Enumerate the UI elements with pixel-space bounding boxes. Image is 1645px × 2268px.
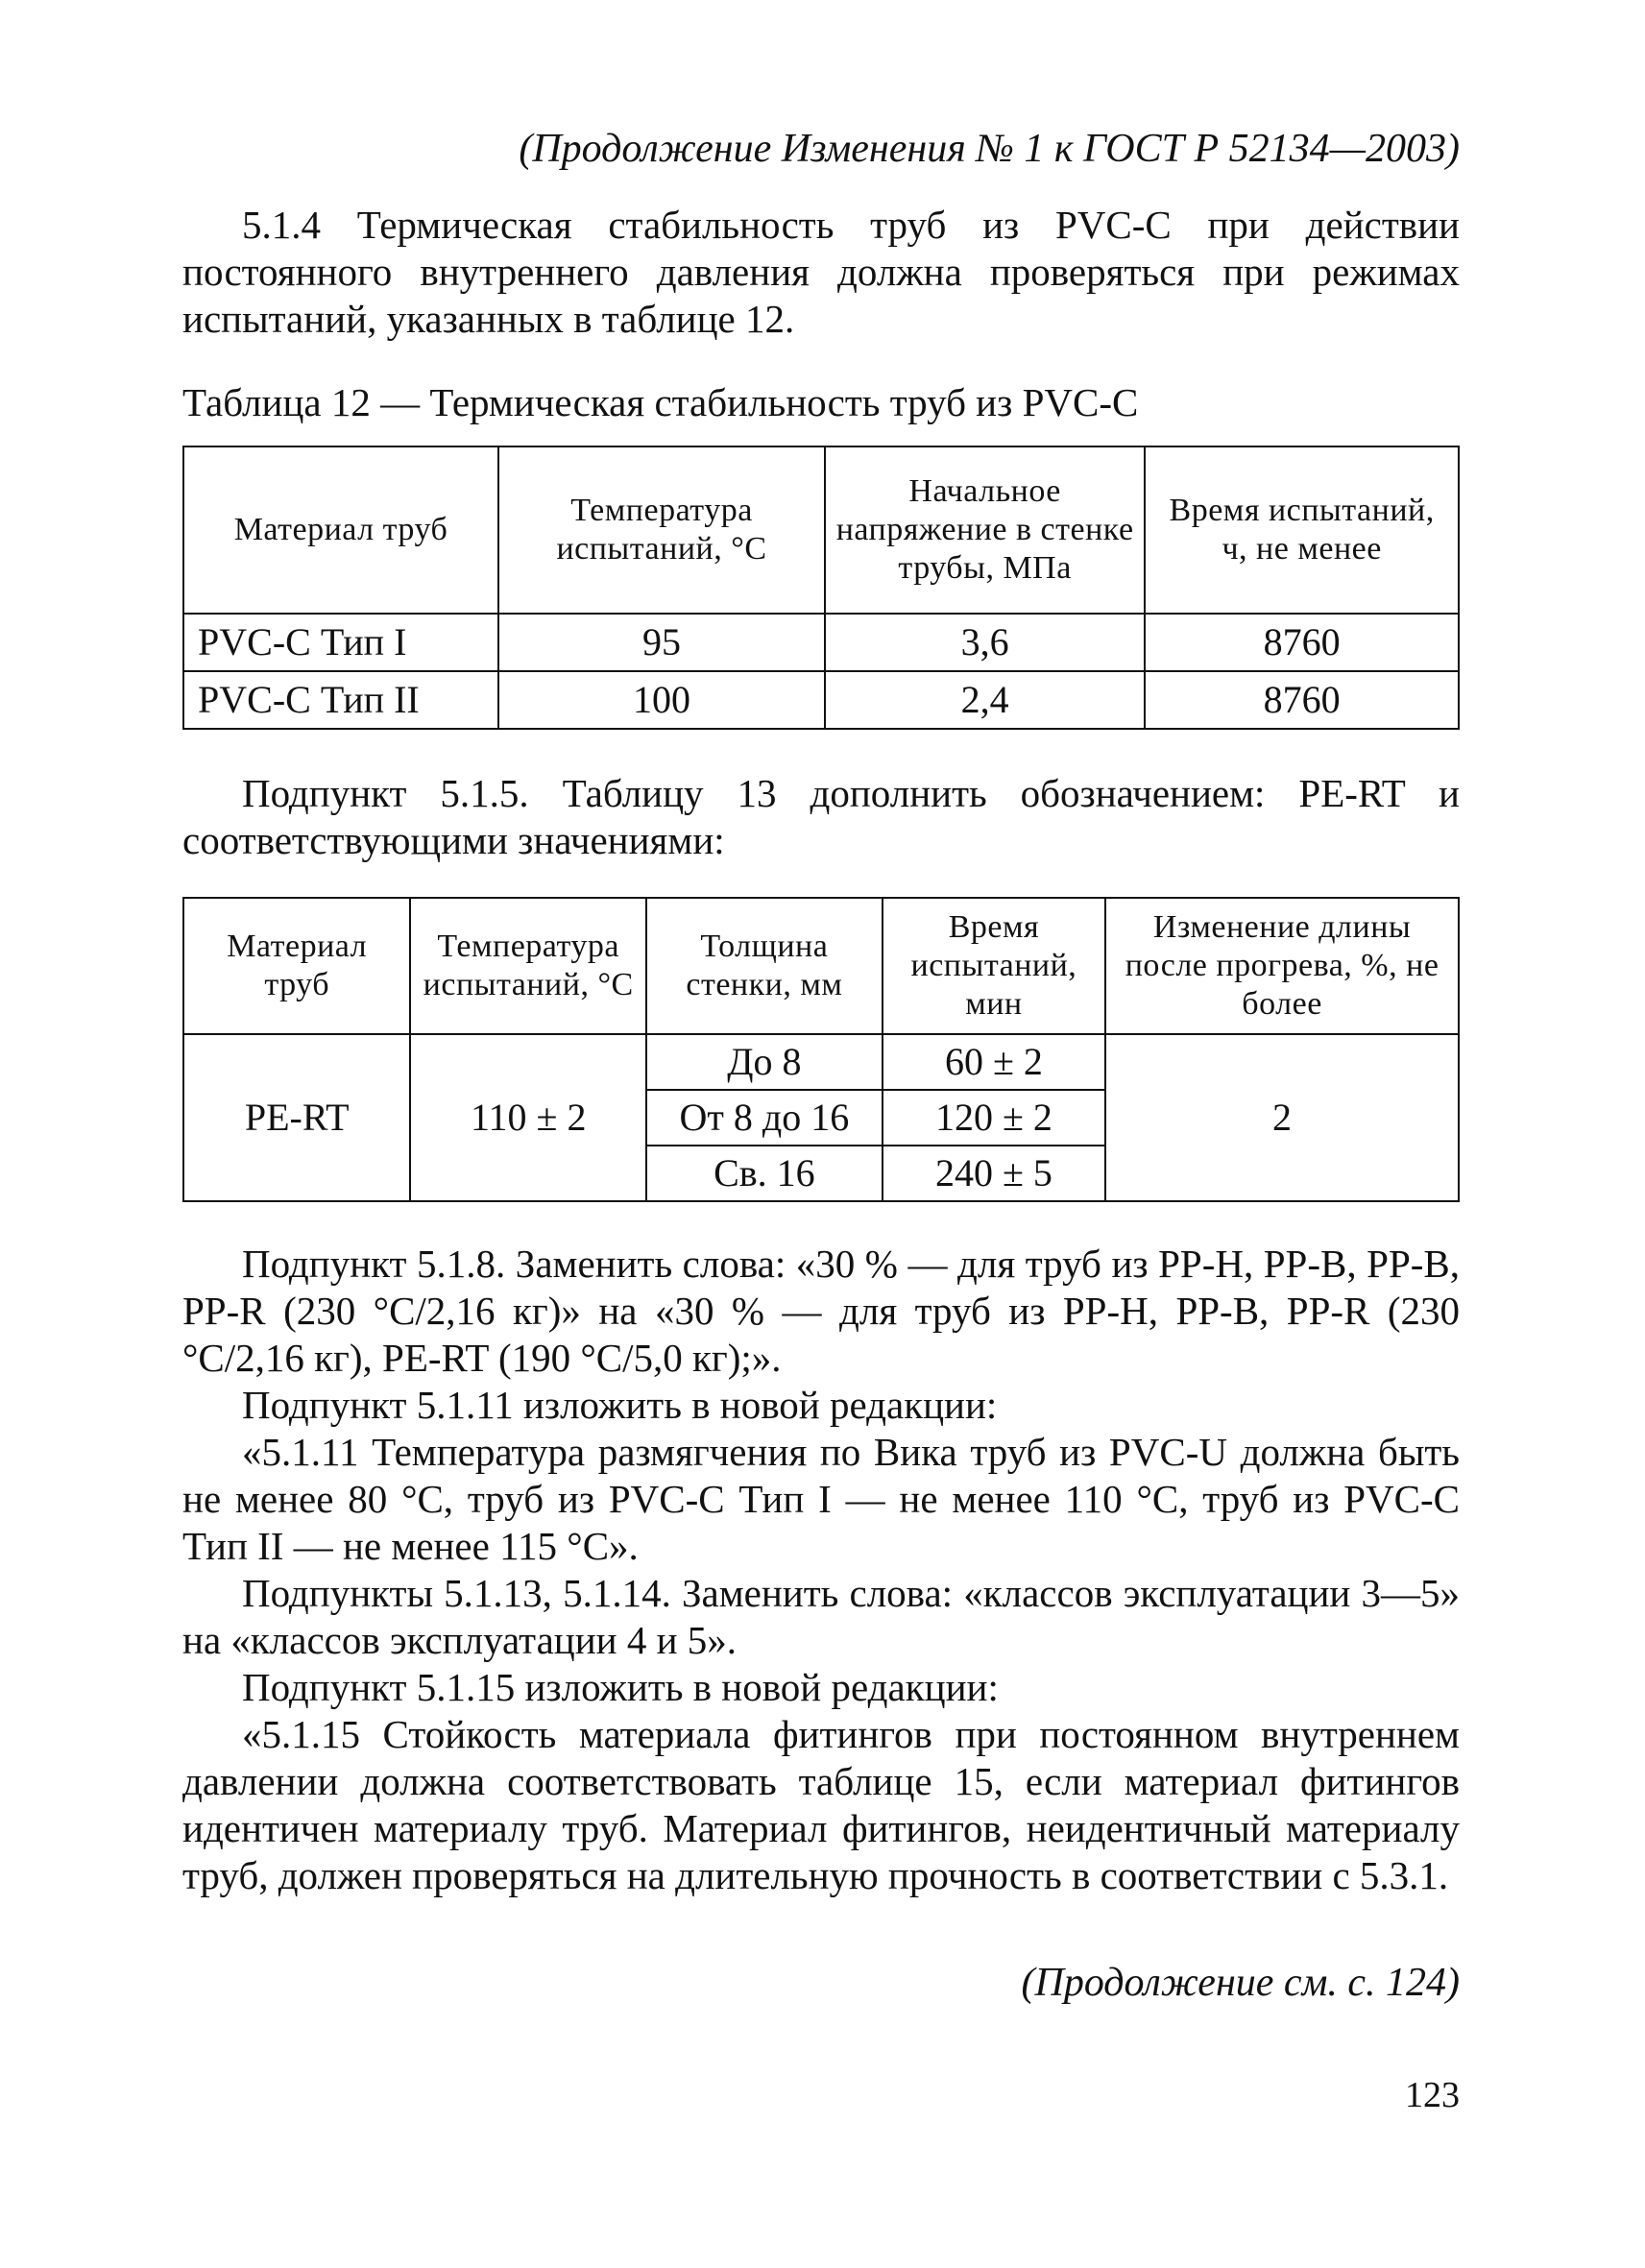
table-row — [183, 614, 1459, 671]
paragraph-5-1-13-14: Подпункты 5.1.13, 5.1.14. Заменить слова: «классов эксплуатации 3—5» на «классов эксплуатации 4 и 5». — [182, 1571, 1460, 1662]
page-number: 123 — [1405, 2075, 1460, 2115]
column-header: Время испытаний, ч, не менее — [1145, 446, 1459, 614]
material-cell: PE-RT — [183, 1034, 410, 1201]
column-header: Температура испытаний, °С — [410, 898, 646, 1034]
table-13-addition — [182, 897, 1460, 1202]
paragraph-5-1-15-intro: Подпункт 5.1.15 изложить в новой редакции: — [242, 1665, 999, 1709]
column-header: Время испытаний, мин — [883, 898, 1105, 1034]
time-cell: 240 ± 5 — [883, 1146, 1105, 1201]
thickness-cell: До 8 — [646, 1034, 883, 1090]
column-header: Температура испытаний, °С — [498, 446, 825, 614]
column-header: Материал труб — [183, 898, 410, 1034]
time-cell: 120 ± 2 — [883, 1090, 1105, 1146]
table-row — [183, 1034, 1459, 1090]
table-cell: 2,4 — [825, 671, 1145, 729]
table-cell: 100 — [498, 671, 825, 729]
paragraph-5-1-5: Подпункт 5.1.5. Таблицу 13 дополнить обозначением: PE-RT и соответствующими значениями: — [182, 771, 1460, 862]
table-header-row — [183, 446, 1459, 614]
time-cell: 60 ± 2 — [883, 1034, 1105, 1090]
length-change-cell: 2 — [1105, 1034, 1459, 1201]
paragraph-5-1-11-text: «5.1.11 Температура размягчения по Вика труб из PVC-U должна быть не менее 80 °C, труб из PVC-C Тип I — не менее 110 °C, труб из PVC-C Тип II — не менее 115 °C». — [182, 1430, 1460, 1568]
running-header: (Продолжение Изменения № 1 к ГОСТ Р 52134—2003) — [519, 127, 1460, 171]
table-12-caption: Таблица 12 — Термическая стабильность труб из PVC-C — [182, 380, 1139, 424]
paragraph-5-1-11-intro: Подпункт 5.1.11 изложить в новой редакции: — [242, 1383, 998, 1427]
column-header: Материал труб — [183, 446, 498, 614]
table-cell: 8760 — [1145, 671, 1459, 729]
column-header: Начальное напряжение в стенке трубы, МПа — [825, 446, 1145, 614]
table-header-row — [183, 898, 1459, 1034]
temperature-cell: 110 ± 2 — [410, 1034, 646, 1201]
table-cell: PVC-C Тип II — [183, 671, 498, 729]
table-row — [183, 671, 1459, 729]
table-cell: PVC-C Тип I — [183, 614, 498, 671]
table-12 — [182, 446, 1460, 730]
paragraph-5-1-15-text: «5.1.15 Стойкость материала фитингов при постоянном внутреннем давлении должна соответствовать таблице 15, если материал фитингов идентичен материалу труб. Материал фитингов, неидентичный материалу труб, должен проверяться на длительную прочность в соответствии с 5.3.1. — [182, 1712, 1460, 1897]
continuation-footer: (Продолжение см. с. 124) — [1021, 1961, 1460, 2005]
paragraph-5-1-8: Подпункт 5.1.8. Заменить слова: «30 % — для труб из PP-H, PP-B, PP-B, PP-R (230 °C/2,16 кг)» на «30 % — для труб из PP-H, PP-B, PP-R (230 °C/2,16 кг), PE-RT (190 °C/5,0 кг);». — [182, 1242, 1460, 1380]
paragraph-5-1-4: 5.1.4 Термическая стабильность труб из PVC-C при действии постоянного внутреннего давления должна проверяться при режимах испытаний, указанных в таблице 12. — [182, 203, 1460, 341]
table-cell: 3,6 — [825, 614, 1145, 671]
table-cell: 95 — [498, 614, 825, 671]
table-cell: 8760 — [1145, 614, 1459, 671]
column-header: Толщина стенки, мм — [646, 898, 883, 1034]
thickness-cell: От 8 до 16 — [646, 1090, 883, 1146]
document-page — [182, 125, 1460, 2007]
thickness-cell: Св. 16 — [646, 1146, 883, 1201]
column-header: Изменение длины после прогрева, %, не более — [1105, 898, 1459, 1034]
